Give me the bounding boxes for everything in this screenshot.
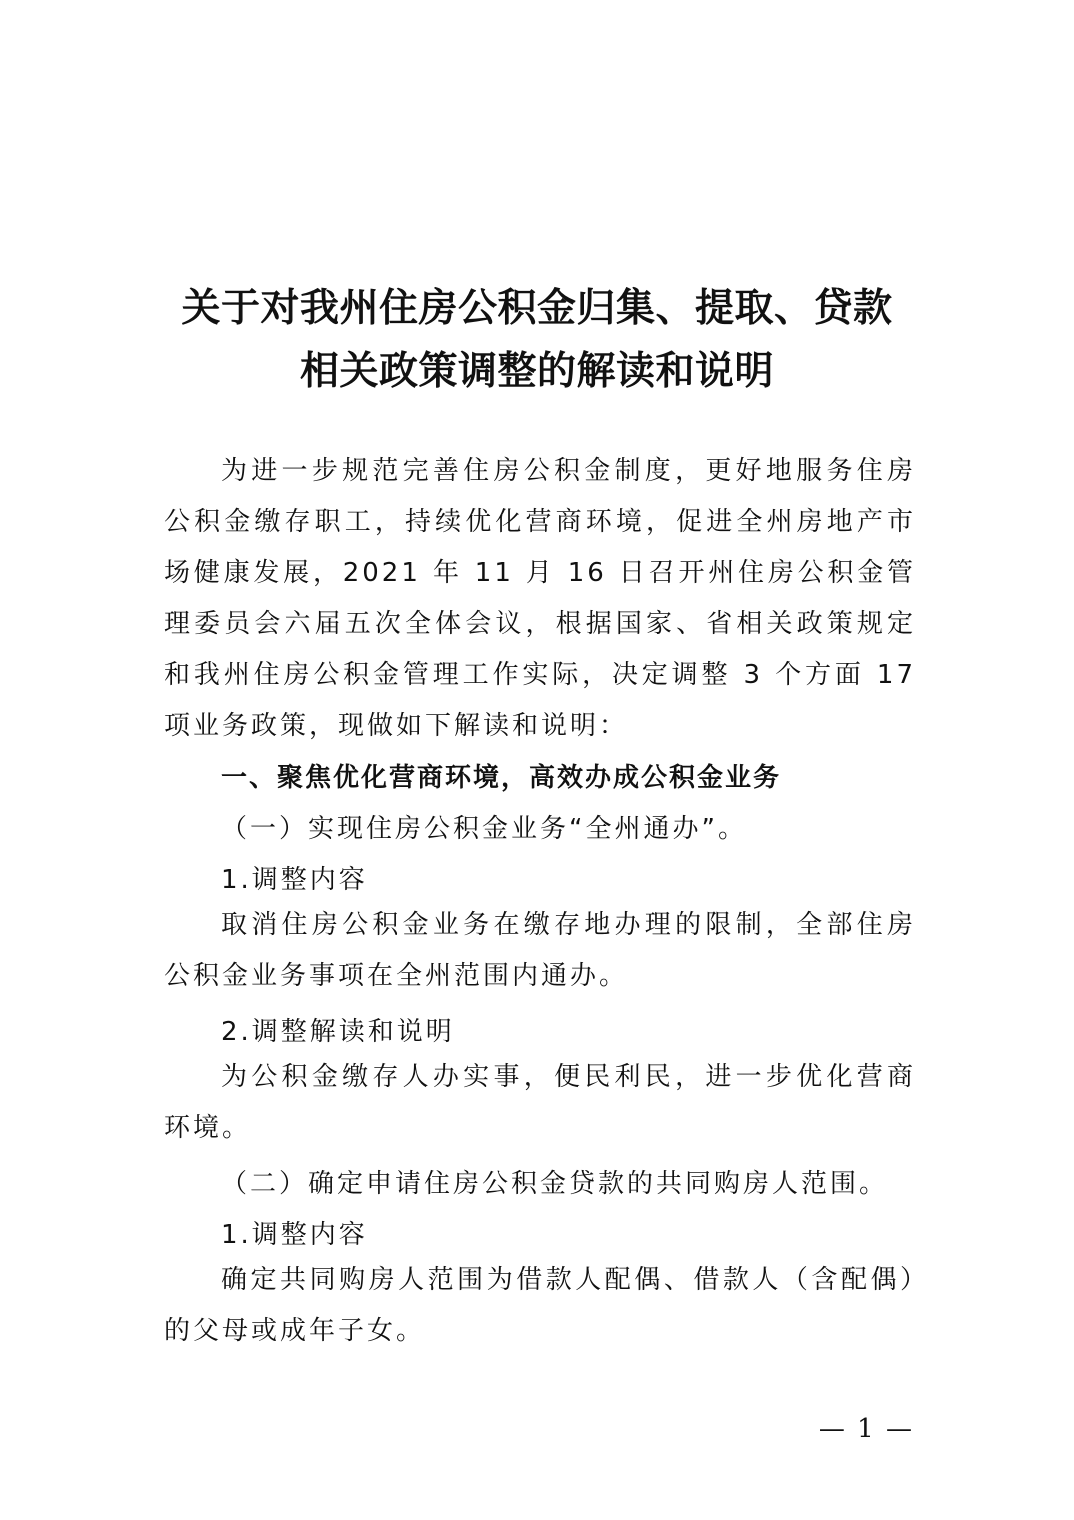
section-1-heading: 一、聚焦优化营商环境，高效办成公积金业务 <box>221 763 782 793</box>
item-1-content-paragraph: 取消住房公积金业务在缴存地办理的限制，全部住房公积金业务事项在全州范围内通办。 <box>164 910 916 991</box>
item-1-explain-paragraph: 为公积金缴存人办实事，便民利民，进一步优化营商环境。 <box>164 1062 916 1143</box>
document-title-line-1: 关于对我州住房公积金归集、提取、贷款 <box>181 285 893 331</box>
page-number: — 1 — <box>818 1414 914 1444</box>
item-1-subheading-explain: 2.调整解读和说明 <box>221 1017 455 1047</box>
item-1-heading: （一）实现住房公积金业务“全州通办”。 <box>221 814 747 844</box>
item-2-heading: （二）确定申请住房公积金贷款的共同购房人范围。 <box>221 1169 889 1199</box>
item-1-subheading-content: 1.调整内容 <box>221 865 368 895</box>
item-2-subheading-content: 1.调整内容 <box>221 1220 368 1250</box>
document-title-line-2: 相关政策调整的解读和说明 <box>299 348 774 394</box>
item-2-content-paragraph: 确定共同购房人范围为借款人配偶、借款人（含配偶）的父母或成年子女。 <box>164 1265 916 1346</box>
intro-paragraph: 为进一步规范完善住房公积金制度，更好地服务住房公积金缴存职工，持续优化营商环境，促进全州房地产市场健康发展，2021 年 11 月 16 日召开州住房公积金管理委员会六届五次全体会议，根据国家、省相关政策规定和我州住房公积金管理工作实际，决定调整 3 个方面 17 项业务政策，现做如下解读和说明： <box>164 456 916 741</box>
